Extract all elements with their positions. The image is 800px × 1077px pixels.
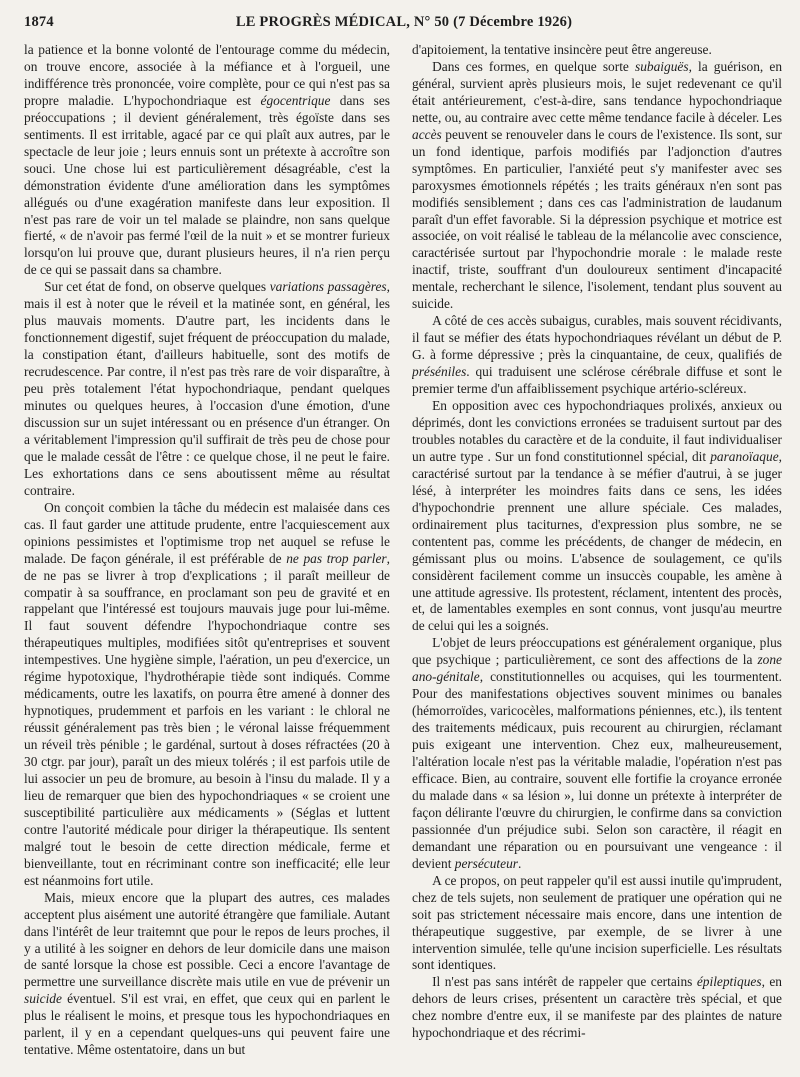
page-number: 1874: [24, 14, 54, 30]
paragraph: Sur cet état de fond, on observe quelques variations passagères, mais il est à noter que le réveil et la matinée sont, en général, les plus mauvais moments. D'autre part, les incidents dans le fonctionnement digestif, sujet fréquent de préoccupation du malade, la constipation étant, d'ailleurs habituelle, sont des motifs de recrudescence. Par contre, il n'est pas très rare de voir disparaître, à peu près totalement l'état hypochondriaque, pendant quelques minutes ou quelques heures, à l'occasion d'une émotion, d'une discussion sur un sujet intéressant ou en présence d'un étranger. On a véritablement l'impression qu'il suffirait de très peu de chose pour que le malade cessât de l'être : ce quelque chose, il ne peut le faire. Les exhortations dans ce sens aboutissent même au résultat contraire.: [24, 279, 390, 498]
running-title: LE PROGRÈS MÉDICAL, N° 50 (7 Décembre 1926): [235, 14, 573, 30]
running-header: [24, 12, 784, 34]
right-column: [412, 42, 782, 1060]
paragraph: Il n'est pas sans intérêt de rappeler que certains épileptiques, en dehors de leurs crises, présentent un caractère très spécial, et que chez nombre d'entre eux, il se manifeste par des plaintes de nature hypochondriaque et des récrimi-: [412, 974, 782, 1041]
paragraph: d'apitoiement, la tentative insincère peut être angereuse.: [412, 42, 712, 57]
paragraph: Dans ces formes, en quelque sorte subaiguës, la guérison, en général, survient après plusieurs mois, le sujet redevenant ce qu'il était antérieurement, c'est-à-dire, sans tendance hypochondriaque nette, ou, au contraire avec cette même tendance facile à déceler. Les accès peuvent se renouveler dans le cours de l'existence. Ils sont, sur un fond identique, parfois modifiés par l'adjonction d'autres symptômes. En particulier, l'anxiété peut s'y manifester avec ses paroxysmes émotionnels répétés ; les traits généraux n'en sont pas modifiés sensiblement ; dans ces cas l'administration de laudanum paraît d'un effet favorable. Si la dépression psychique et motrice est associée, on voit réalisé le tableau de la mélancolie avec conscience, caractérisée surtout par l'hypochondrie morale : le malade reste inactif, triste, souffrant d'un douloureux sentiment d'incapacité mentale, recherchant le silence, l'isolement, tendant plus souvent au suicide.: [412, 58, 782, 312]
paragraph: A ce propos, on peut rappeler qu'il est aussi inutile qu'imprudent, chez de tels sujets, non seulement de pratiquer une opération qui ne soit pas strictement nécessaire mais encore, dans une intention de thérapeutique suggestive, par exemple, de se livrer à une intervention simulée, telle qu'une incision superficielle. Les résultats sont identiques.: [412, 872, 782, 973]
paragraph: Mais, mieux encore que la plupart des autres, ces malades acceptent plus aisément une autorité étrangère que familiale. Autant dans l'intérêt de leur traitemnt que pour le repos de leurs proches, il y a utilité à les soigner en dehors de leur domicile dans une maison de santé lorsque la chose est possible. Ceci a encore l'avantage de permettre une surveillance discrète mais utile en vue de prévenir un suicide éventuel. S'il est vrai, en effet, que ceux qui en parlent le plus le réalisent le moins, et presque tous les hypochondriaques en parlent, il y en a cependant quelques-uns qui peuvent faire une tentative. Même ostentatoire, dans un but: [24, 889, 390, 1058]
paragraph: En opposition avec ces hypochondriaques prolixés, anxieux ou déprimés, dont les convictions erronées se traduisent surtout par des troubles notables du caractère et de la conduite, il faut individualiser un autre type . Sur un fond constitutionnel spécial, dit paranoïaque, caractérisé surtout par la tendance à se méfier d'autrui, à se juger lésé, à interpréter les moindres faits dans ce sens, les idées d'hypochondrie prennent une allure spéciale. Ces malades, ordinairement plus taciturnes, d'expression plus sombre, ne se contentent pas, comme les précédents, de changer de médecin, en gémissant plus ou moins. L'absence de soulagement, ce qu'ils considèrent facilement comme un insuccès coupable, les amène à une attitude agressive. Ils protestent, réclament, intentent des procès, et, de lamentables exemples en sont connus, vont jusqu'au meurtre de celui qui les a soignés.: [412, 398, 782, 634]
paragraph: A côté de ces accès subaigus, curables, mais souvent récidivants, il faut se méfier des états hypochondriaques révélant un début de P. G. à forme dépressive ; près la cinquantaine, de ceux, qualifiés de préséniles. qui traduisent une sclérose cérébrale diffuse et sont le premier terme d'un affaiblissement psychique artério-scléreux.: [412, 313, 782, 397]
paragraph: On conçoit combien la tâche du médecin est malaisée dans ces cas. Il faut garder une attitude prudente, entre l'acquiescement aux opinions pessimistes et l'optimisme trop net auquel se refuse le malade. De façon générale, il est préférable de ne pas trop parler, de ne pas se livrer à trop d'explications ; il paraît meilleur de compatir à sa souffrance, en proclamant son peu de gravité et en rappelant que l'intéressé est toujours mauvais juge pour lui-même. Il faut souvent défendre l'hypochondriaque contre ses thérapeutiques multiples, modifiées sitôt qu'entreprises et souvent intempestives. Une hygiène simple, l'aération, un peu d'exercice, un régime hypotoxique, l'hydrothérapie tiède sont indiqués. Comme médicaments, outre les laxatifs, on pourra être amené à donner des hypnotiques, prudemment et parfois en les variant : le chloral ne réussit généralement pas très bien ; le véronal laisse fréquemment un réveil très pénible ; le gardénal, surtout à doses réfractées (20 à 30 ctgr. par jour), paraît un des mieux tolérés ; il est parfois utile de lui associer un peu de bromure, au besoin à l'insu du malade. Il y a lieu de remarquer que bien des hypochondriaques « se croient une susceptibilité particulière aux médicaments » (Séglas et luttent contre l'autorité médicale pour diriger la thérapeutique. Ils sentent malgré tout le besoin de cette direction médicale, ferme et bienveillante, tout en récriminant contre son inefficacité; elle leur est néanmoins fort utile.: [24, 499, 390, 888]
paragraph: la patience et la bonne volonté de l'entourage comme du médecin, on trouve encore, associée à la méfiance et à l'orgueil, une indifférence très prononcée, voire complète, pour ce qui n'est pas sa propre maladie. L'hypochondriaque est égocentrique dans ses préoccupations ; il devient généralement, très égoïste dans ses sentiments. Il est irritable, agacé par ce qui plaît aux autres, par le spectacle de leur joie ; leurs ennuis sont un prétexte à accroître son souci. Une chose lui est particulièrement désagréable, c'est la démonstration évidente d'une amélioration dans les symptômes allégués ou d'une exagération manifeste dans leur exposition. Il n'est pas rare de voir un tel malade se plaindre, non sans quelque fierté, « de n'avoir pas fermé l'œil de la nuit » et se montrer furieux lorsqu'on lui prouve que, durant plusieurs heures, il n'a rien perçu de ce qui se passait dans sa chambre.: [24, 42, 390, 278]
paragraph: L'objet de leurs préoccupations est généralement organique, plus que psychique ; particulièrement, ce sont des affections de la zone ano-génitale, constitutionnelles ou acquises, qui les tourmentent. Pour des manifestations objectives souvent minimes ou banales (hémorroïdes, varicocèles, malformations péniennes, etc.), ils tentent des traitements médicaux, puis recourent au chirurgien, réclamant puis exigeant une intervention. Chez eux, malheureusement, l'altération locale n'est pas la véritable maladie, l'opération n'est pas efficace. Bien, au contraire, souvent elle fortifie la croyance erronée du malade dans « sa lésion », lui donne un prétexte à interpréter de façon délirante l'œuvre du chirurgien, le confirme dans sa conviction passionnée d'un préjudice subi. Selon son caractère, il réagit en demandant une réparation ou en poursuivant une vengeance : il devient persécuteur.: [412, 635, 782, 871]
left-column: [24, 42, 390, 1060]
